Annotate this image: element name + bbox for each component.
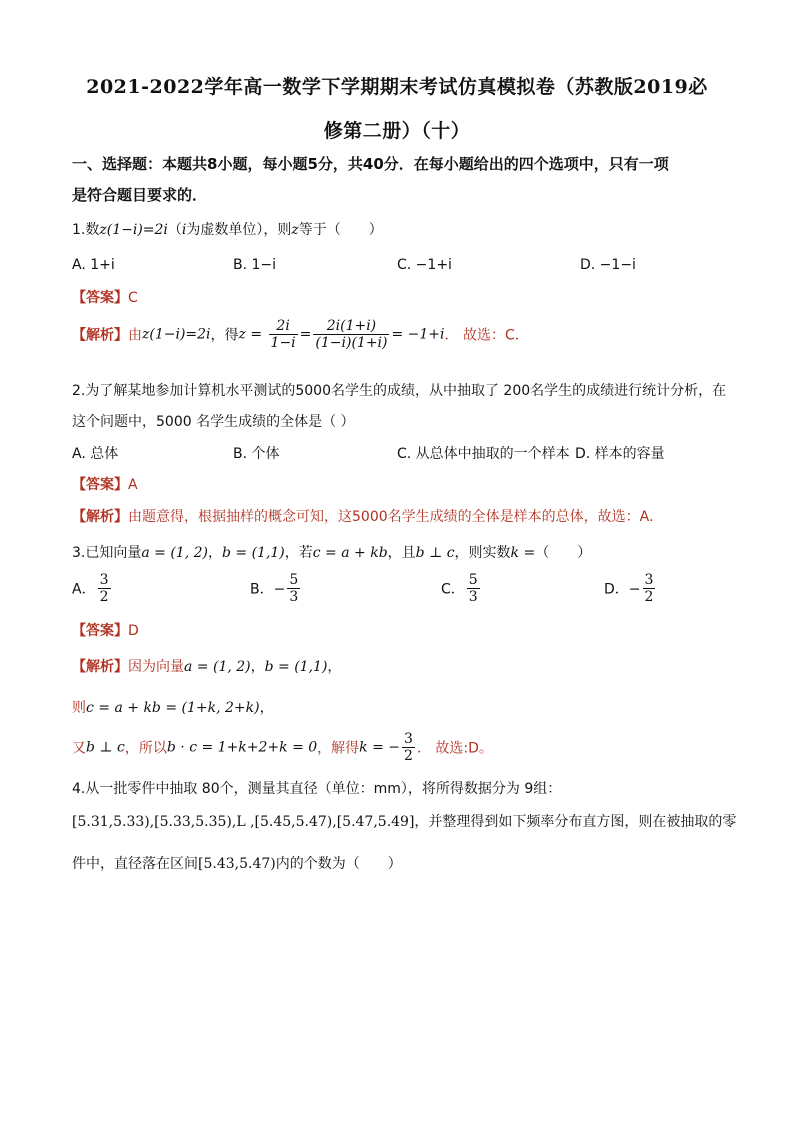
question-3-option-c: C． $\frac{5}{3}$: [441, 572, 478, 606]
question-2-stem-line1: 2.为了解某地参加计算机水平测试的5000名学生的成绩，从中抽取了 200名学生的成绩进行统计分析，在: [72, 383, 727, 399]
question-1-answer: 【答案】C: [72, 290, 138, 306]
question-3-analysis-line2: 则c = a + kb = (1+k, 2+k)，: [72, 700, 274, 716]
question-2-answer: 【答案】A: [72, 477, 138, 493]
question-3-option-a: A． $\frac{3}{2}$: [72, 572, 109, 606]
question-3-option-b: B．− $\frac{5}{3}$: [250, 572, 299, 606]
question-3-answer: 【答案】D: [72, 623, 139, 639]
question-4-stem-line1: 4.从一批零件中抽取 80个，测量其直径（单位：mm），将所得数据分为 9组：: [72, 781, 562, 797]
question-1-option-c: C. −1+i: [397, 257, 452, 273]
section-heading-line1: 一、选择题：本题共8小题，每小题5分，共40分．在每小题给出的四个选项中，只有一项: [72, 155, 669, 173]
exam-title-line2: 修第二册）（十）: [323, 120, 471, 142]
question-3-analysis-line1: 【解析】因为向量a = (1, 2)，b = (1,1)，: [72, 659, 342, 675]
question-2-option-b: B. 个体: [233, 446, 280, 462]
question-2-option-d: D. 样本的容量: [575, 446, 665, 462]
question-3-stem: 3.已知向量a = (1, 2)，b = (1,1)，若c = a + kb，且b ⊥ c，则实数k =（ ）: [72, 545, 592, 561]
question-2-option-c: C. 从总体中抽取的一个样本: [397, 446, 570, 462]
question-1-analysis: 【解析】由z(1−i)=2i，得z = $\frac{2i}{1-i}$ = $\frac{2i(1+i)}{(1-i)(1+i)}$ = −1+i． 故选：C．: [72, 318, 529, 352]
question-3-analysis-line3: 又b ⊥ c，所以b · c = 1+k+2+k = 0，解得k = − $\frac{3}{2}$ ． 故选:D。: [72, 731, 493, 765]
question-1-option-a: A. 1+i: [72, 257, 115, 273]
question-2-stem-line2: 这个问题中，5000 名学生成绩的全体是（ ）: [72, 414, 355, 430]
question-1-option-d: D. −1−i: [580, 257, 636, 273]
exam-title-line1: 2021-2022学年高一数学下学期期末考试仿真模拟卷（苏教版2019必: [86, 76, 708, 98]
question-2-option-a: A. 总体: [72, 446, 119, 462]
question-1-stem: 1.数z(1−i)=2i（i为虚数单位），则z等于（ ）: [72, 222, 383, 238]
fraction-2: $\frac{2i(1+i)}{(1-i)(1+i)}$: [315, 318, 388, 352]
question-4-stem-line3: 件中，直径落在区间[5.43,5.47)内的个数为（ ）: [72, 856, 402, 872]
question-1-option-b: B. 1−i: [233, 257, 277, 273]
question-3-option-d: D．− $\frac{3}{2}$: [604, 572, 654, 606]
question-4-stem-line2: [5.31,5.33),[5.33,5.35),L ,[5.45,5.47),[5.47,5.49]，并整理得到如下频率分布直方图，则在被抽取的零: [72, 814, 737, 830]
question-2-analysis: 【解析】由题意得，根据抽样的概念可知，这5000名学生成绩的全体是样本的总体，故选：A.: [72, 509, 654, 525]
fraction-1: $\frac{2i}{1-i}$: [270, 318, 296, 352]
section-heading-line2: 是符合题目要求的．: [72, 186, 208, 204]
